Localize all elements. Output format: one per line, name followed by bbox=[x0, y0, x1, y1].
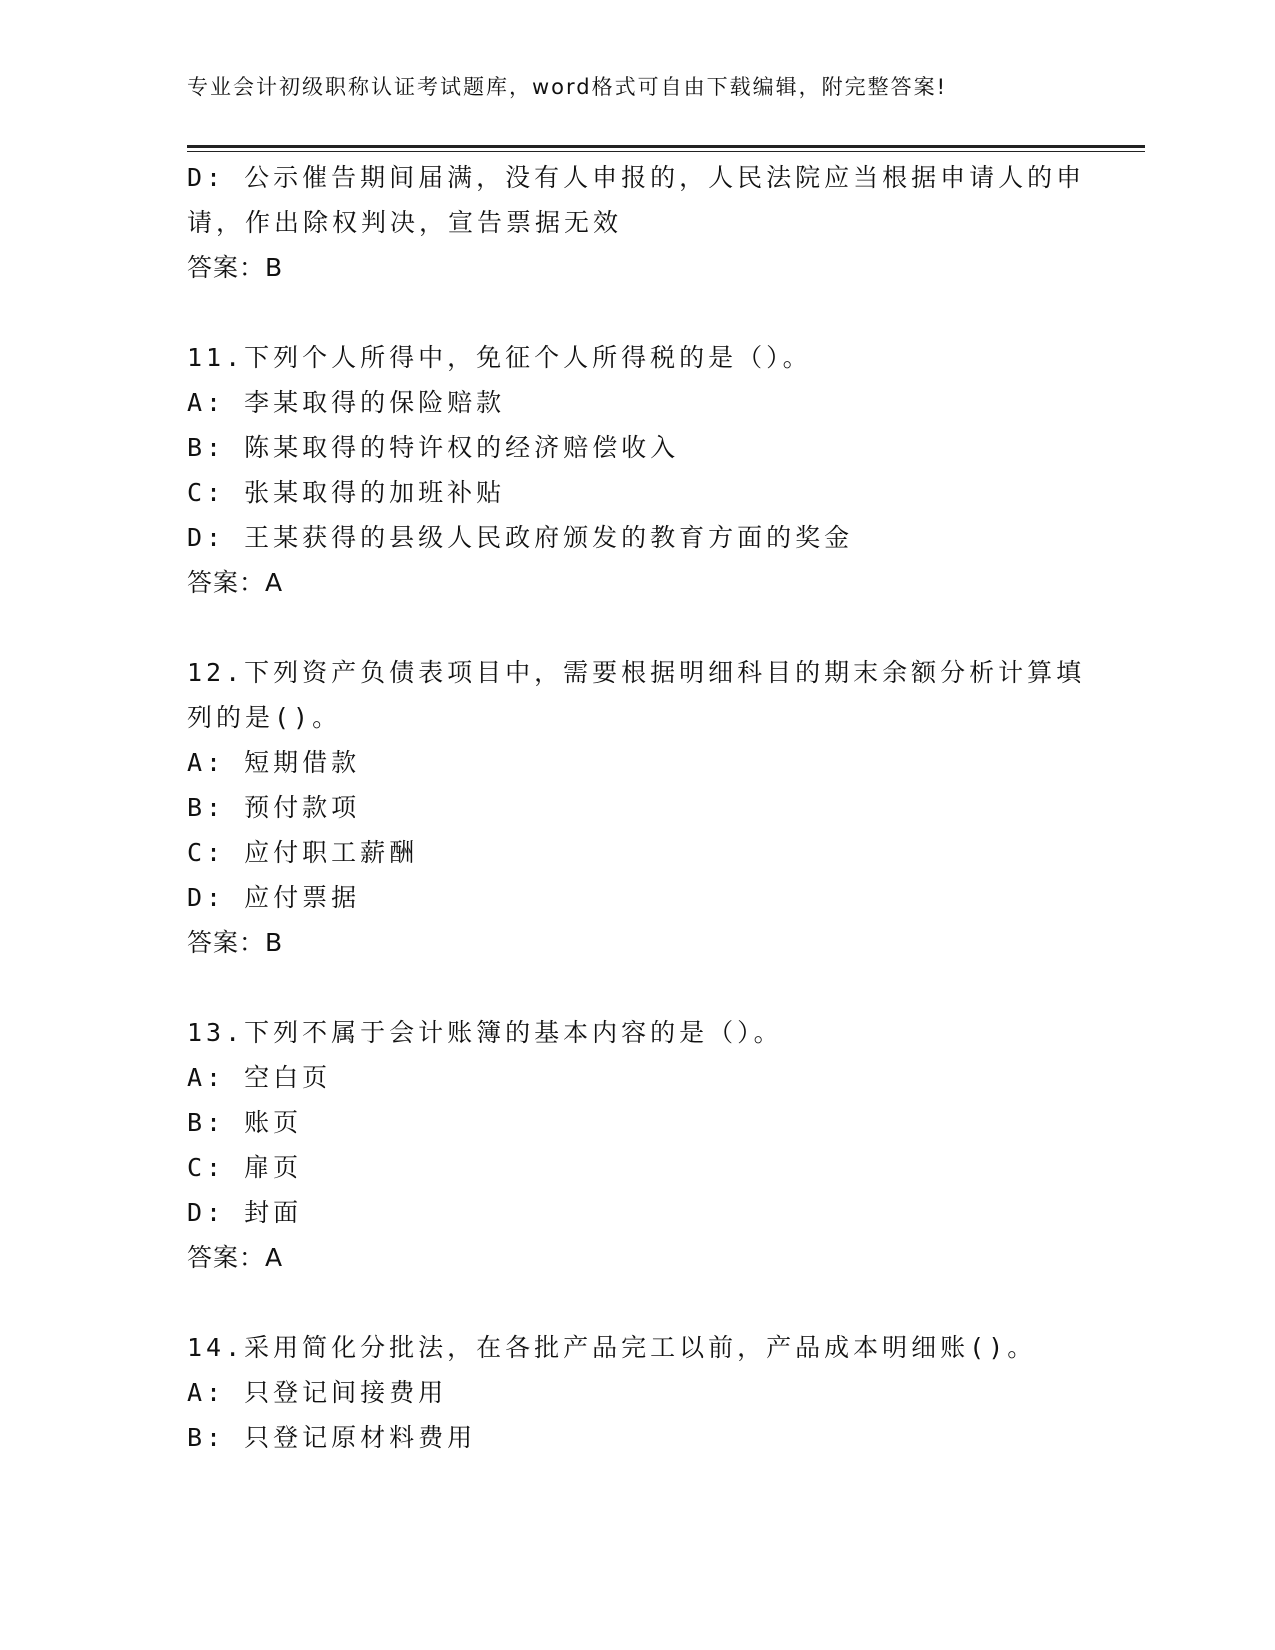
option-d-line2: 请，作出除权判决，宣告票据无效 bbox=[187, 208, 623, 237]
question-12-stem-line1: 12.下列资产负债表项目中，需要根据明细科目的期末余额分析计算填 bbox=[187, 658, 1086, 687]
question-13-option-c: C: 扉页 bbox=[187, 1153, 303, 1182]
spacer bbox=[187, 1280, 1087, 1325]
question-13-option-d: D: 封面 bbox=[187, 1198, 303, 1227]
question-12-option-c: C: 应付职工薪酬 bbox=[187, 838, 419, 867]
answer-10: 答案：B bbox=[187, 253, 284, 282]
question-14-stem: 14.采用简化分批法，在各批产品完工以前，产品成本明细账()。 bbox=[187, 1333, 1037, 1362]
question-12-option-d: D: 应付票据 bbox=[187, 883, 361, 912]
question-11-option-c: C: 张某取得的加班补贴 bbox=[187, 478, 506, 507]
spacer bbox=[187, 605, 1087, 650]
document-header: 专业会计初级职称认证考试题库，word格式可自由下载编辑，附完整答案! bbox=[187, 75, 948, 99]
question-12-stem-line2: 列的是()。 bbox=[187, 703, 342, 732]
question-12-option-b: B: 预付款项 bbox=[187, 793, 361, 822]
question-14-option-a: A: 只登记间接费用 bbox=[187, 1378, 448, 1407]
header-rule-thin bbox=[187, 151, 1145, 152]
answer-11: 答案：A bbox=[187, 568, 284, 597]
header-rule-thick bbox=[187, 145, 1145, 148]
question-content bbox=[187, 155, 1087, 1460]
answer-13: 答案：A bbox=[187, 1243, 284, 1272]
question-11-option-d: D: 王某获得的县级人民政府颁发的教育方面的奖金 bbox=[187, 523, 854, 552]
question-13-stem: 13.下列不属于会计账簿的基本内容的是（）。 bbox=[187, 1018, 783, 1047]
spacer bbox=[187, 965, 1087, 1010]
spacer bbox=[187, 290, 1087, 335]
answer-12: 答案：B bbox=[187, 928, 284, 957]
question-11-option-b: B: 陈某取得的特许权的经济赔偿收入 bbox=[187, 433, 680, 462]
question-11-stem: 11.下列个人所得中，免征个人所得税的是（）。 bbox=[187, 343, 812, 372]
question-14-option-b: B: 只登记原材料费用 bbox=[187, 1423, 477, 1452]
question-13-option-b: B: 账页 bbox=[187, 1108, 303, 1137]
option-d-line1: D: 公示催告期间届满，没有人申报的，人民法院应当根据申请人的申 bbox=[187, 163, 1086, 192]
question-12-option-a: A: 短期借款 bbox=[187, 748, 361, 777]
question-11-option-a: A: 李某取得的保险赔款 bbox=[187, 388, 506, 417]
question-13-option-a: A: 空白页 bbox=[187, 1063, 332, 1092]
